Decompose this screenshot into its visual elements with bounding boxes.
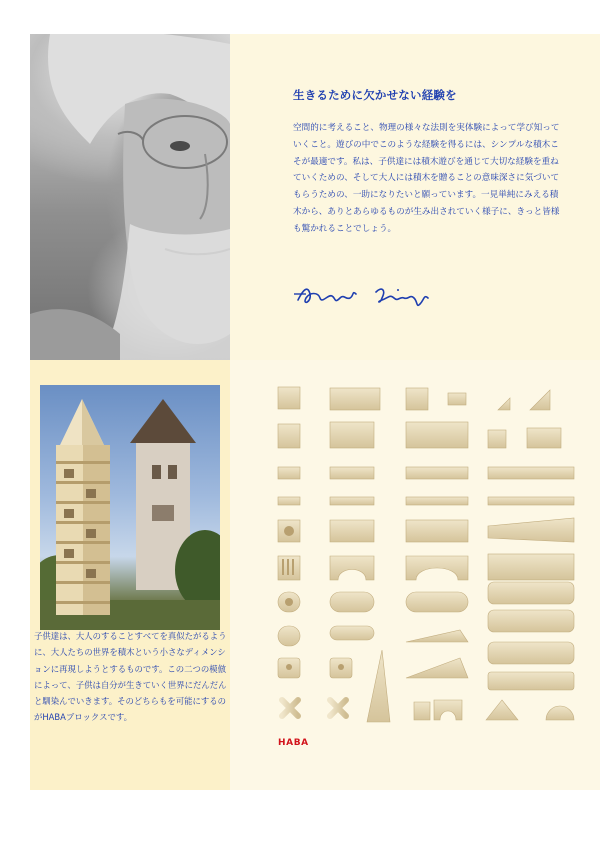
intro-heading: 生きるために欠かせない経験を — [293, 88, 457, 102]
intro-body: 空間的に考えること、物理の様々な法則を実体験によって学び知っていくこと。遊びの中でこのような経験を得るには、シンプルな積木こそが最適です。私は、子供達には積木遊びを通じて大切な経験を重ねていくための、そして大人には積木を贈ることの意味深さに気づいてもらうための、一助になりたいと願っています。一見単純にみえる積木から、ありとあらゆるものが生み出されていく様子に、きっと皆様も驚かれることでしょう。 — [293, 123, 560, 234]
intro-panel — [230, 34, 600, 360]
caption-text: 子供達は、大人のすることすべてを真似たがるように、大人たちの世界を積木という小さなディメンションに再現しようとするものです。この二つの模倣によって、子供は自分が生きていく世界にだんだんと馴染んでいきます。そのどちらもを可能にするのがHABAブロックスです。 — [34, 631, 227, 723]
blocks-panel — [230, 360, 600, 790]
wooden-blocks-illustration — [230, 360, 600, 730]
caption-panel — [30, 360, 230, 790]
portrait-photo — [30, 34, 230, 360]
signature — [290, 280, 490, 312]
haba-logo: HABA — [278, 738, 309, 748]
block-tower-photo — [40, 385, 220, 630]
